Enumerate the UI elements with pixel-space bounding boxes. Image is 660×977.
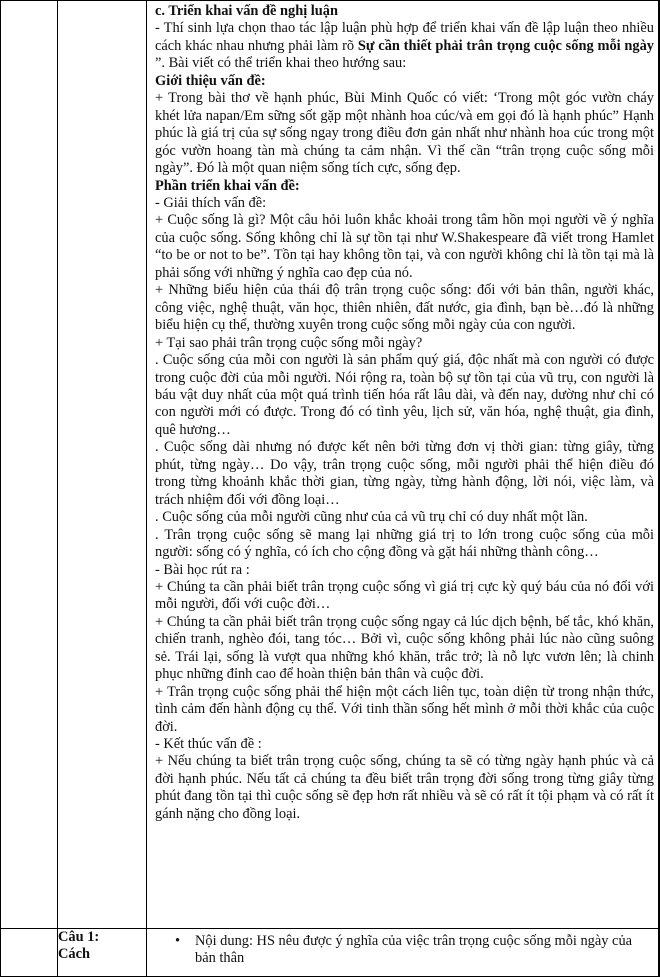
section-heading: c. Triển khai vấn đề nghị luận (155, 3, 339, 19)
empty-cell-1 (1, 1, 58, 929)
bullet-icon: • (175, 933, 181, 949)
question-label-line1: Câu 1: (58, 929, 100, 945)
bullet-text: Nội dung: HS nêu được ý nghĩa của việc trân trọng cuộc sống mỗi ngày của bản thân (195, 933, 633, 967)
paragraph: . Trân trọng cuộc sống sẽ mang lại những giá trị to lớn trong cuộc sống của mỗi người: sống có ý nghĩa, có ích cho cộng đồng và gặt hái những thành công… (155, 526, 654, 561)
paragraph: + Nếu chúng ta biết trân trọng cuộc sống, chúng ta sẽ có từng ngày hạnh phúc và cả đời hạnh phúc. Nếu tất cả chúng ta đều biết trân trọng đời sống trong từng giây từng phút đang tồn tại thì cuộc sống sẽ đẹp hơn rất nhiều và sẽ có rất ít tội phạm và có rất ít gánh nặng cho đồng loại. (155, 753, 654, 822)
question-label-line2: Cách (58, 946, 90, 963)
paragraph: + Cuộc sống là gì? Một câu hỏi luôn khắc khoải trong tâm hồn mọi người về ý nghĩa của cuộc sống. Sống không chỉ là sự tồn tại như W.Shakespeare đã viết trong Hamlet “to be or not to be”. Tồn tại hay không tồn tại, và con người không chỉ là tồn tại mà là phải sống với những ý nghĩa cao đẹp của nó. (155, 212, 654, 281)
next-question-row (1, 929, 660, 977)
paragraph: - Bài học rút ra : (155, 561, 250, 578)
empty-cell-5 (1, 929, 58, 977)
section-row (1, 1, 660, 929)
intro-emphasis: Sự cần thiết phải trân trọng cuộc sống mỗi ngày (357, 37, 655, 54)
paragraph: + Tại sao phải trân trọng cuộc sống mỗi ngày? (155, 334, 423, 351)
body-heading: Phần triển khai vấn đề: (155, 177, 300, 194)
paragraph: + Chúng ta cần phải biết trân trọng cuộc sống ngay cả lúc dịch bệnh, bế tắc, khó khăn, chiến tranh, nghèo đói, tang tóc… Bởi vì, cuộc sống không phải lúc nào cũng suông sẻ. Trái lại, sống là vượt qua những khó khăn, trắc trở; là nỗ lực vươn lên; là chinh phục những đỉnh cao để hoàn thiện bản thân và cuộc đời. (155, 613, 654, 683)
intro-paragraph (155, 20, 654, 72)
question-label (58, 929, 147, 977)
empty-cell-4 (659, 1, 660, 929)
intro-text: - Thí sinh lựa chọn thao tác lập luận phù hợp để triển khai vấn đề lập luận theo nhiều cách khác nhau nhưng phải làm rõ (155, 20, 654, 54)
paragraph: + Trân trọng cuộc sống phải thể hiện một cách liên tục, toàn diện từ trong nhận thức, tình cảm đến hành động cụ thể. Với tinh thần sống hết mình ở mỗi thời khắc của cuộc đời. (155, 683, 654, 735)
bullet-item (147, 929, 658, 968)
criteria-cell (147, 929, 659, 977)
empty-cell-6 (659, 929, 660, 977)
paragraph: - Giải thích vấn đề: (155, 194, 267, 211)
paragraph: - Kết thúc vấn đề : (155, 736, 262, 753)
paragraph: . Cuộc sống dài nhưng nó được kết nên bởi từng đơn vị thời gian: từng giây, từng phút, từng ngày… Do vậy, trân trọng cuộc sống, mỗi người phải thể hiện điều đó trong từng khoảnh khắc thời gian, từng ngày, từng hành động, lời nói, việc làm, và trách nhiệm đối với đồng loại… (155, 439, 654, 508)
intro-text-end: ”. Bài viết có thể triển khai theo hướng sau: (155, 55, 407, 72)
paragraph: + Những biểu hiện của thái độ trân trọng cuộc sống: đối với bản thân, người khác, công việc, nghệ thuật, văn học, thiên nhiên, đất nước, gia đình, bạn bè…đó là những biểu hiện cụ thể, thường xuyên trong cuộc sống mỗi ngày của con người. (155, 282, 654, 334)
empty-cell-2 (58, 1, 147, 929)
intro-body: + Trong bài thơ về hạnh phúc, Bùi Minh Quốc có viết: ‘Trong một góc vườn cháy khét lửa napan/Em sững sốt gặp một nhành hoa cúc/và em gọi đó là hạnh phúc” Hạnh phúc là giá trị của sự sống ngay trong điều đơn gản nhất như nhành hoa cúc trong một góc vườn hoang tàn mà chúng ta cảm nhận. Vì thế cần “trân trọng cuộc sống mỗi ngày”. Đó là một quan niệm sống tích cực, sống đẹp. (155, 90, 654, 177)
paragraph: + Chúng ta cần phải biết trân trọng cuộc sống vì giá trị cực kỳ quý báu của nó đối với mỗi người, đối với cuộc đời… (155, 578, 654, 613)
content-cell (147, 1, 659, 929)
intro-heading: Giới thiệu vấn đề: (155, 72, 266, 89)
paragraph: . Cuộc sống của mỗi người cũng như của cả vũ trụ chỉ có duy nhất một lần. (155, 509, 588, 526)
paragraph: . Cuộc sống của mỗi con người là sản phẩm quý giá, độc nhất mà con người có được trong cuộc đời của mỗi người. Nói rộng ra, toàn bộ sự tồn tại của vũ trụ, con người là báu vật duy nhất của một quá trình tiến hóa rất lâu dài, và đến nay, dường như chỉ có con người mới có được. Trong đó có tình yêu, lịch sử, văn hóa, nghệ thuật, gia đình, quê hương… (155, 352, 654, 438)
